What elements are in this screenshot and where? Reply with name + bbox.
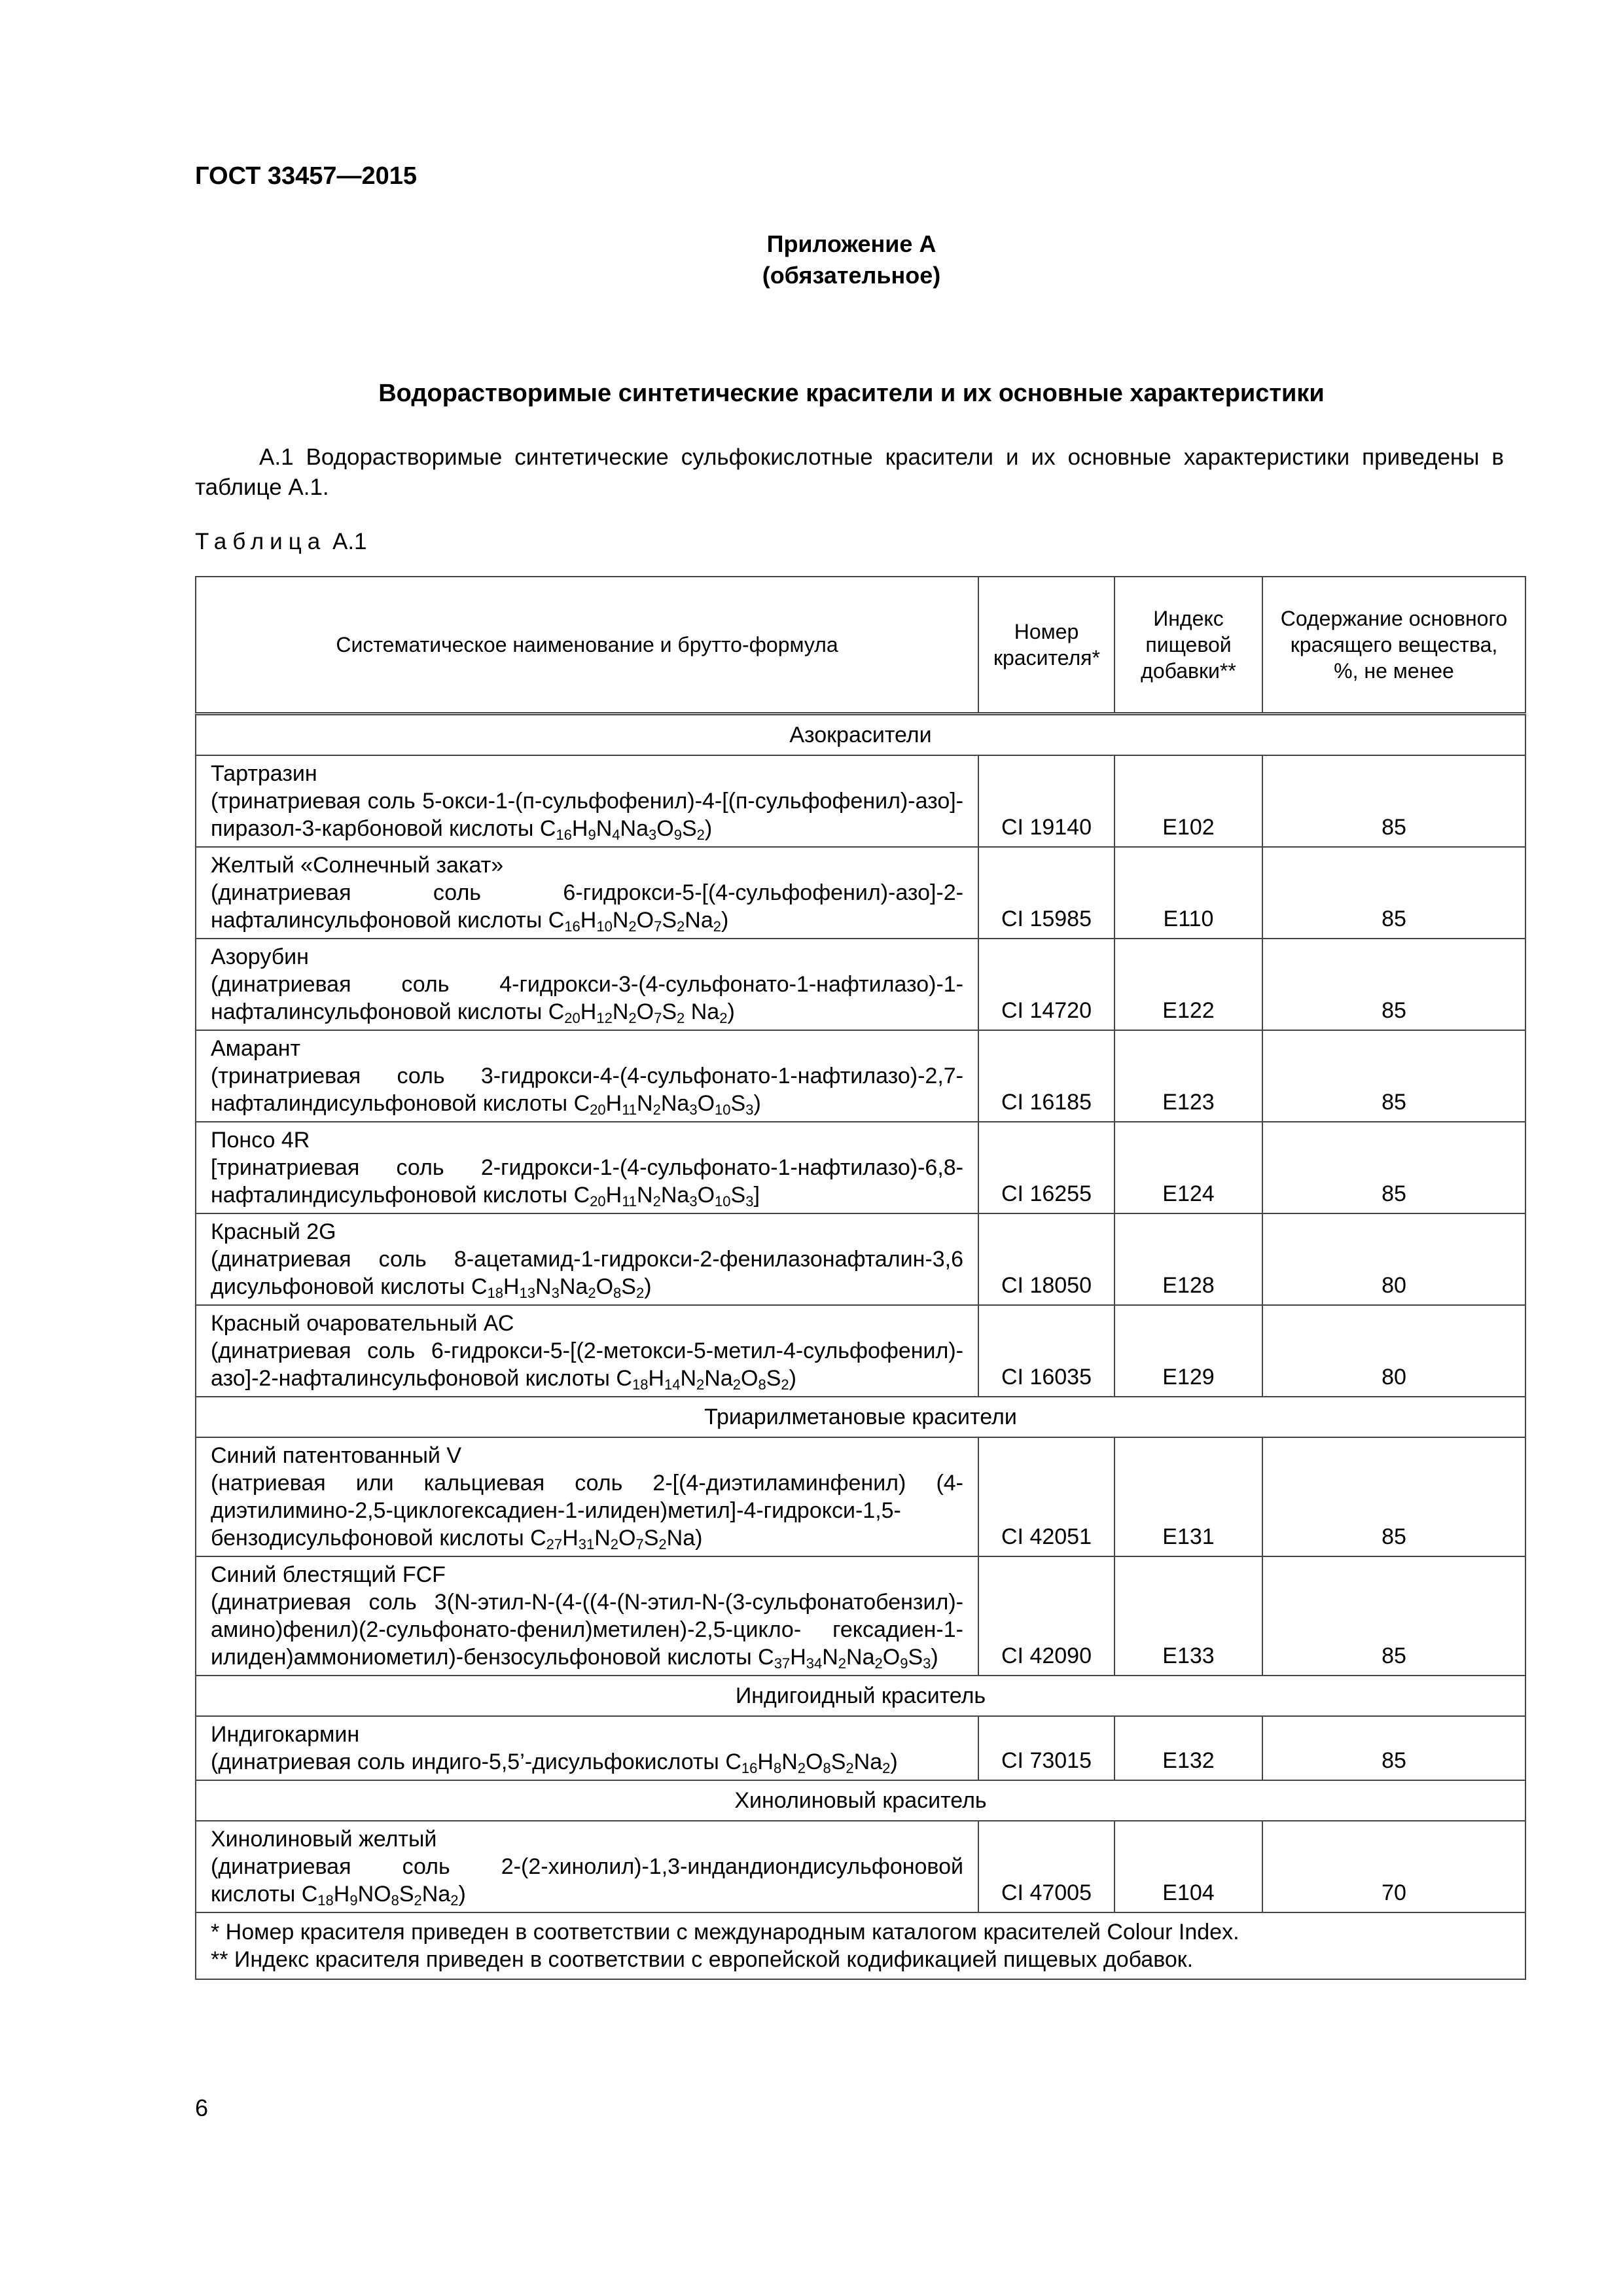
- dye-content-percent: 70: [1262, 1821, 1525, 1912]
- colour-index-number: CI 16185: [978, 1030, 1115, 1122]
- colour-index-number: CI 47005: [978, 1821, 1115, 1912]
- col-header-ci: Номер красителя*: [978, 577, 1115, 714]
- colour-index-number: CI 42090: [978, 1556, 1115, 1676]
- dye-chemical-name: [211, 1337, 963, 1392]
- group-title: Азокрасители: [196, 714, 1525, 756]
- dye-content-percent: 85: [1262, 1437, 1525, 1556]
- dye-name: Азорубин: [211, 944, 309, 969]
- table-label: [195, 529, 367, 555]
- col-header-e-index: Индекс пищевой добавки**: [1115, 577, 1262, 714]
- food-additive-index: E110: [1115, 847, 1262, 939]
- dye-content-percent: 85: [1262, 847, 1525, 939]
- dye-name: Хинолиновый желтый: [211, 1827, 437, 1852]
- dye-chemical-name: [211, 1853, 963, 1908]
- colour-index-number: CI 16255: [978, 1122, 1115, 1213]
- dye-description-cell: [196, 1213, 978, 1305]
- colour-index-number: CI 14720: [978, 939, 1115, 1030]
- dye-chemical-name: [211, 1154, 963, 1209]
- food-additive-index: E132: [1115, 1716, 1262, 1780]
- group-title: Индигоидный краситель: [196, 1676, 1525, 1716]
- food-additive-index: E122: [1115, 939, 1262, 1030]
- table-row: [196, 1556, 1525, 1676]
- dye-desc: (динатриевая соль 3(N-этил-N-(4-((4-(N-этил-N-(3-сульфонатобензил)-амино)фенил)(2-сульфонато-фенил)метилен)-2,5-цикло- гексадиен-1-илиден)аммониометил)-бензосульфоновой кислоты: [211, 1590, 963, 1670]
- dye-name: Амарант: [211, 1036, 301, 1061]
- dye-content-percent: 85: [1262, 1030, 1525, 1122]
- dye-name: Понсо 4R: [211, 1128, 310, 1153]
- dye-formula: $C_{18}H_9NO_8S_2Na_2$): [301, 1882, 466, 1909]
- dye-formula: $C_{20}H_{11}N_2Na_3O_{10}S_3$]: [573, 1183, 760, 1210]
- dye-content-percent: 85: [1262, 1122, 1525, 1213]
- colour-index-number: CI 19140: [978, 755, 1115, 847]
- dye-content-percent: 80: [1262, 1305, 1525, 1397]
- table-row: [196, 1213, 1525, 1305]
- dye-chemical-name: [211, 1588, 963, 1671]
- dye-formula: $C_{20}H_{12}N_2O_7S_2$ $Na_2$): [548, 999, 735, 1026]
- table-row: [196, 1030, 1525, 1122]
- colour-index-number: CI 42051: [978, 1437, 1115, 1556]
- page-number: 6: [195, 2094, 209, 2121]
- table-row: [196, 1437, 1525, 1556]
- dye-description-cell: [196, 1716, 978, 1780]
- dye-formula: $C_{37}H_{34}N_2Na_2O_9S_3$): [758, 1645, 938, 1672]
- group-title: Триарилметановые красители: [196, 1397, 1525, 1437]
- group-title: Хинолиновый краситель: [196, 1780, 1525, 1821]
- dye-content-percent: 85: [1262, 755, 1525, 847]
- dye-description-cell: [196, 1305, 978, 1397]
- group-row: [196, 1780, 1525, 1821]
- dye-desc: (динатриевая соль индиго-5,5’-дисульфокислоты: [211, 1749, 719, 1774]
- table-row: [196, 1305, 1525, 1397]
- note-colour-index: * Номер красителя приведен в соответствии с международным каталогом красителей Colour Index.: [211, 1920, 1240, 1945]
- food-additive-index: E102: [1115, 755, 1262, 847]
- table-row: [196, 847, 1525, 939]
- dye-formula: $C_{16}H_{10}N_2O_7S_2Na_2$): [548, 908, 729, 935]
- dye-description-cell: [196, 1030, 978, 1122]
- dye-formula: $C_{16}H_8N_2O_8S_2Na_2$): [725, 1749, 898, 1776]
- group-row: [196, 1397, 1525, 1437]
- food-additive-index: E124: [1115, 1122, 1262, 1213]
- appendix-title: Приложение А: [766, 230, 936, 257]
- dye-chemical-name: [211, 1246, 963, 1300]
- dye-chemical-name: [211, 1748, 963, 1776]
- table-label-number: А.1: [332, 529, 367, 554]
- dye-desc: (динатриевая соль 2-(2-хинолил)-1,3-индандиондисульфоновой кислоты: [211, 1854, 963, 1907]
- colour-index-number: CI 16035: [978, 1305, 1115, 1397]
- dye-description-cell: [196, 847, 978, 939]
- dyes-table: [195, 576, 1526, 1980]
- dye-name: Тартразин: [211, 761, 317, 786]
- colour-index-number: CI 18050: [978, 1213, 1115, 1305]
- colour-index-number: CI 73015: [978, 1716, 1115, 1780]
- food-additive-index: E123: [1115, 1030, 1262, 1122]
- dye-formula: $C_{27}H_{31}N_2O_7S_2Na$): [530, 1526, 703, 1552]
- table-row: [196, 1122, 1525, 1213]
- dye-desc: (тринатриевая соль 3-гидрокси-4-(4-сульфонато-1-нафтилазо)-2,7-нафталиндисульфоновой кислоты: [211, 1064, 963, 1116]
- dye-desc: (динатриевая соль 6-гидрокси-5-[(2-метокси-5-метил-4-сульфофенил)-азо]-2-нафталинсульфоновой кислоты: [211, 1338, 963, 1391]
- dye-name: Красный очаровательный АС: [211, 1311, 514, 1336]
- table-body: [196, 714, 1525, 1913]
- dye-name: Синий патентованный V: [211, 1443, 461, 1468]
- table-row: [196, 755, 1525, 847]
- dye-description-cell: [196, 1821, 978, 1912]
- col-header-name: Систематическое наименование и брутто-формула: [196, 577, 978, 714]
- dye-chemical-name: [211, 879, 963, 934]
- colour-index-number: CI 15985: [978, 847, 1115, 939]
- dye-content-percent: 80: [1262, 1213, 1525, 1305]
- note-food-additive: ** Индекс красителя приведен в соответствии с европейской кодификацией пищевых добавок.: [211, 1947, 1194, 1972]
- dye-description-cell: [196, 755, 978, 847]
- table-row: [196, 1821, 1525, 1912]
- dye-description-cell: [196, 1437, 978, 1556]
- dye-desc: (динатриевая соль 4-гидрокси-3-(4-сульфонато-1-нафтилазо)-1-нафталинсульфоновой кислоты: [211, 972, 963, 1024]
- table-notes-row: [196, 1912, 1525, 1979]
- table-label-word: Таблица: [195, 529, 327, 554]
- dye-content-percent: 85: [1262, 1716, 1525, 1780]
- table-row: [196, 939, 1525, 1030]
- food-additive-index: E128: [1115, 1213, 1262, 1305]
- dye-name: Красный 2G: [211, 1219, 336, 1244]
- dye-chemical-name: [211, 787, 963, 842]
- dye-description-cell: [196, 1556, 978, 1676]
- dye-desc: (динатриевая соль 6-гидрокси-5-[(4-сульфофенил)-азо]-2-нафталинсульфоновой кислоты: [211, 880, 963, 933]
- standard-code: ГОСТ 33457—2015: [195, 162, 418, 190]
- dye-chemical-name: [211, 1062, 963, 1117]
- dye-desc: (натриевая или кальциевая соль 2-[(4-диэтиламинфенил) (4-диэтилимино-2,5-циклогексадиен-1-илиден)метил]-4-гидрокси-1,5-бензодисульфоновой кислоты: [211, 1471, 963, 1551]
- dye-name: Желтый «Солнечный закат»: [211, 853, 504, 878]
- food-additive-index: E129: [1115, 1305, 1262, 1397]
- dye-name: Индигокармин: [211, 1722, 360, 1747]
- intro-paragraph: [195, 442, 1504, 503]
- dye-name: Синий блестящий FCF: [211, 1562, 446, 1587]
- dye-desc: (динатриевая соль 8-ацетамид-1-гидрокси-2-фенилазонафталин-3,6 дисульфоновой кислоты: [211, 1247, 963, 1299]
- table-row: [196, 1716, 1525, 1780]
- dye-desc: [тринатриевая соль 2-гидрокси-1-(4-сульфонато-1-нафтилазо)-6,8-нафталиндисульфоновой кислоты: [211, 1155, 963, 1208]
- food-additive-index: E104: [1115, 1821, 1262, 1912]
- dye-formula: $C_{16}H_9N_4Na_3O_9S_2$): [539, 816, 713, 843]
- group-row: [196, 714, 1525, 756]
- table-header-row: [196, 577, 1525, 714]
- intro-text: А.1 Водорастворимые синтетические сульфокислотные красители и их основные характеристики приведены в таблице А.1.: [195, 444, 1504, 500]
- section-heading: Водорастворимые синтетические красители и их основные характеристики: [378, 380, 1325, 407]
- dye-content-percent: 85: [1262, 939, 1525, 1030]
- dye-desc: (тринатриевая соль 5-окси-1-(п-сульфофенил)-4-[(п-сульфофенил)-азо]-пиразол-3-карбоновой кислоты: [211, 789, 963, 841]
- dye-description-cell: [196, 939, 978, 1030]
- appendix-status: (обязательное): [762, 262, 941, 289]
- dye-formula: $C_{18}H_{14}N_2Na_2O_8S_2$): [616, 1366, 796, 1393]
- food-additive-index: E131: [1115, 1437, 1262, 1556]
- dye-formula: $C_{18}H_{13}N_3Na_2O_8S_2$): [471, 1274, 652, 1301]
- dye-chemical-name: [211, 971, 963, 1026]
- table-notes: [196, 1912, 1525, 1979]
- col-header-content: Содержание основного красящего вещества, %, не менее: [1262, 577, 1525, 714]
- dye-content-percent: 85: [1262, 1556, 1525, 1676]
- food-additive-index: E133: [1115, 1556, 1262, 1676]
- dye-formula: $C_{20}H_{11}N_2Na_3O_{10}S_3$): [573, 1091, 761, 1118]
- group-row: [196, 1676, 1525, 1716]
- dye-chemical-name: [211, 1469, 963, 1552]
- dye-description-cell: [196, 1122, 978, 1213]
